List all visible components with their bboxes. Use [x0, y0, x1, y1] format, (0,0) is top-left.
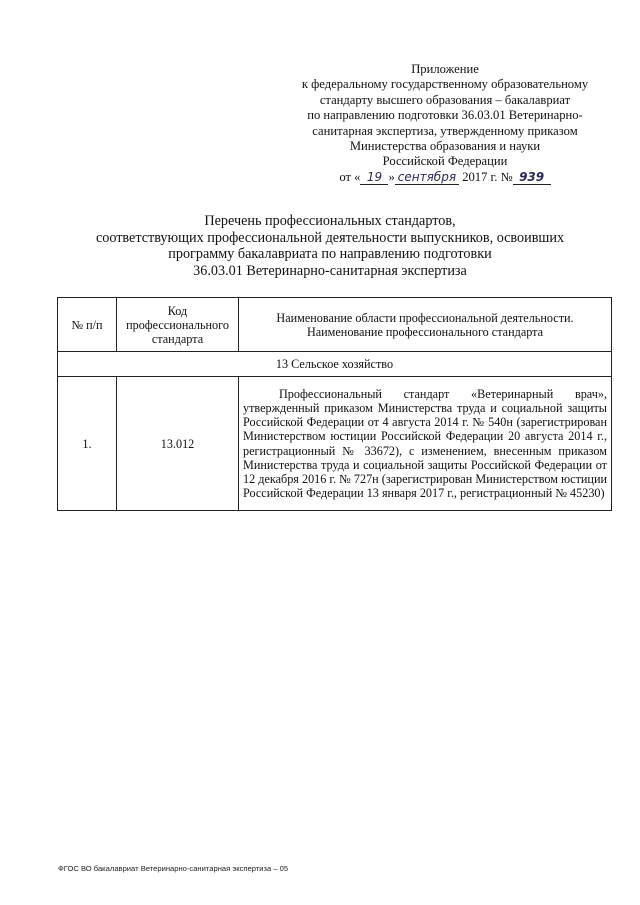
document-title: [60, 213, 600, 279]
title-line: соответствующих профессиональной деятельности выпускников, освоивших: [95, 229, 565, 246]
section-title: 13 Сельское хозяйство: [58, 352, 612, 377]
table-row: [58, 377, 612, 511]
page-footer: ФГОС ВО бакалавриат Ветеринарно-санитарная экспертиза – 05: [58, 864, 289, 873]
date-prefix: от «: [339, 169, 361, 184]
header-name: [239, 298, 612, 352]
appendix-block: [285, 62, 605, 185]
header-code: Код профессионального стандарта: [117, 298, 239, 352]
handwritten-month: сентября: [395, 171, 459, 185]
title-line: программу бакалавриата по направлению подготовки: [168, 246, 492, 263]
appendix-line: Министерства образования и науки: [349, 139, 541, 154]
title-line: 36.03.01 Ветеринарно-санитарная экспертиза: [193, 262, 467, 279]
section-row: [58, 352, 612, 377]
handwritten-day: 19: [360, 171, 388, 185]
handwritten-order-number: 939: [513, 171, 551, 185]
row-description-text: Профессиональный стандарт «Ветеринарный врач», утвержденный приказом Министерства труда и социальной защиты Российской Федерации от 4 августа 2014 г. № 540н (зарегистрирован Министерством юстиции Российской Федерации 20 августа 2014 г., регистрационный № 33672), с изменением, внесенным приказом Министерства труда и социальной защиты Российской Федерации от 12 декабря 2016 г. № 727н (зарегистрирован Министерством юстиции Российской Федерации 13 января 2017 г., регистрационный № 45230): [243, 386, 607, 501]
title-line: Перечень профессиональных стандартов,: [204, 213, 456, 229]
year-text: 2017 г. №: [462, 169, 513, 184]
row-num: 1.: [58, 377, 117, 511]
header-name-line2: Наименование профессионального стандарта: [306, 324, 544, 339]
table-header-row: [58, 298, 612, 352]
row-code: 13.012: [117, 377, 239, 511]
appendix-line: по направлению подготовки 36.03.01 Ветеринарно-: [307, 108, 583, 123]
standards-table: [57, 297, 612, 511]
header-name-line1: Наименование области профессиональной деятельности.: [276, 310, 574, 325]
row-description: [239, 377, 612, 511]
appendix-line: санитарная экспертиза, утвержденному приказом: [312, 123, 578, 138]
order-date-line: [285, 170, 605, 185]
appendix-line: стандарту высшего образования – бакалавриат: [319, 92, 571, 107]
appendix-line: Приложение: [411, 62, 479, 76]
appendix-line: Российской Федерации: [382, 154, 508, 169]
header-num: № п/п: [58, 298, 117, 352]
date-close: »: [388, 169, 395, 184]
appendix-line: к федеральному государственному образовательному: [301, 77, 589, 92]
